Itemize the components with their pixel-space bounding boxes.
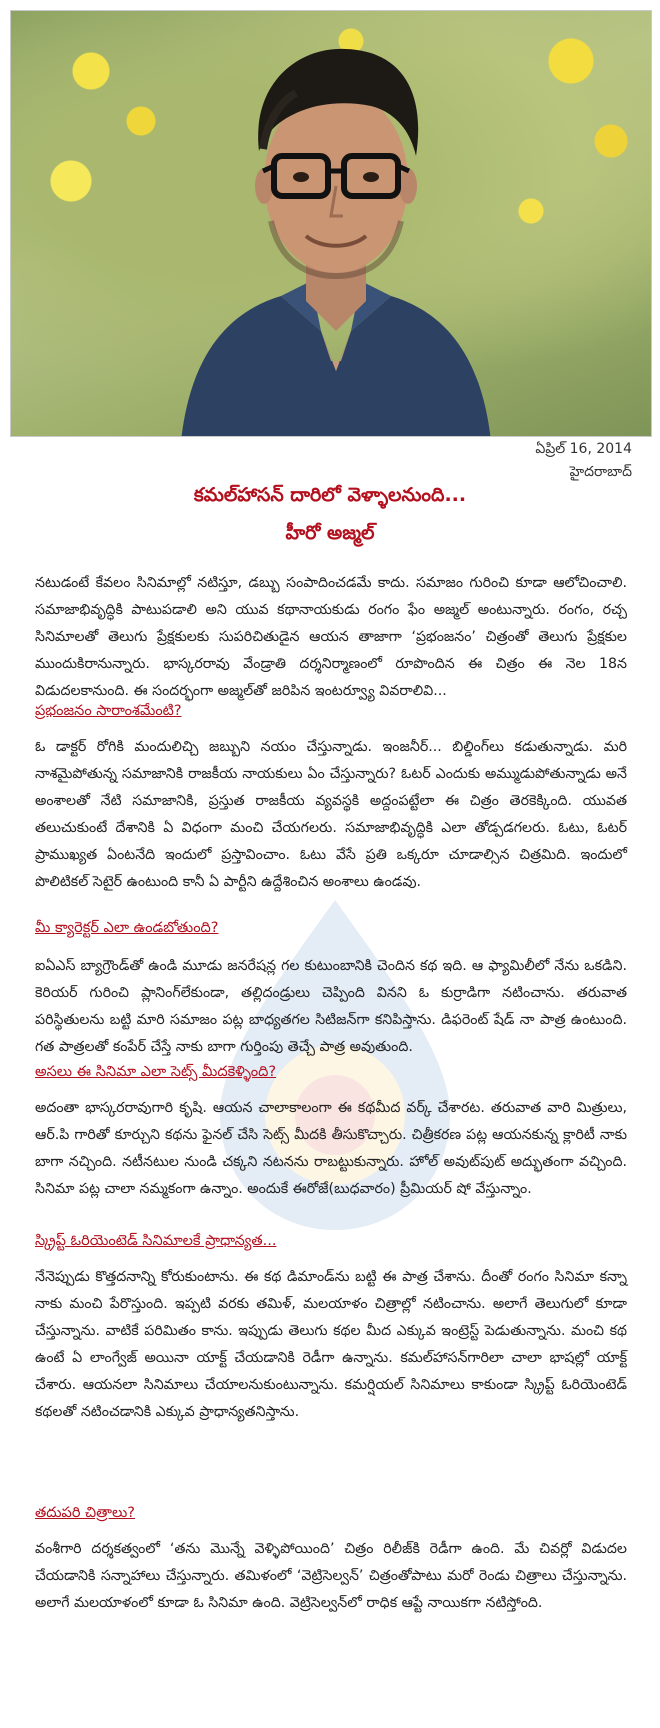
question-3: అసలు ఈ సినిమా ఎలా సెట్స్ మీదకెళ్ళింది? <box>35 1064 277 1080</box>
intro-paragraph: నటుడంటే కేవలం సినిమాల్లో నటిస్తూ, డబ్బు సంపాదించడమే కాదు. సమాజం గురించి కూడా ఆలోచించాలి. సమాజాభివృద్ధికి పాటుపడాలి అని యువ కథానాయకుడు రంగం ఫేం అజ్మల్ అంటున్నారు. రంగం, రచ్చ సినిమాలతో తెలుగు ప్రేక్షకులకు సుపరిచితుడైన ఆయన తాజాగా ‘ప్రభంజనం’ చిత్రంతో తెలుగు ప్రేక్షకుల ముందుకిరానున్నారు. భాస్కరరావు వేండ్రాతి దర్శనిర్మాణంలో రూపొందిన ఈ చిత్రం ఈ నెల 18న విడుదలకానుంది. ఈ సందర్భంగా అజ్మల్‌తో జరిపిన ఇంటర్వ్యూ వివరాలివి... <box>35 575 627 699</box>
answer-2: ఐఏఎస్ బ్యాగ్రౌండ్‌తో ఉండి మూడు జనరేషన్ల గల కుటుంబానికి చెందిన కథ ఇది. ఆ ఫ్యామిలీలో నేను ఒకడిని. కెరియర్ గురించి ప్లానింగ్‌లేకుండా, తల్లిదండ్రులు చెప్పింది వినని ఓ కుర్రాడిగా నటించాను. తరువాత పరిస్థితులను బట్టి మారి సమాజం పట్ల బాధ్యతగల సిటిజన్‌గా కనిపిస్తాను. డిఫరెంట్ షేడ్ నా పాత్ర ఉంటుంది. గత పాత్రలతో కంపేర్ చేస్తే నాకు బాగా గుర్తింపు తెచ్చే పాత్ర అవుతుంది. <box>35 958 627 1055</box>
question-4: స్క్రిప్ట్ ఓరియెంటెడ్ సినిమాలకే ప్రాధాన్యత... <box>35 1233 277 1249</box>
article-location: హైదరాబాద్ <box>569 464 632 480</box>
answer-3: అదంతా భాస్కరరావుగారి కృషి. ఆయన చాలాకాలంగా ఈ కథమీద వర్క్ చేశారట. తరువాత వారి మిత్రులు, ఆర్.పి గారితో కూర్చుని కథను ఫైనల్ చేసి సెట్స్ మీదకి తీసుకొచ్చారు. చిత్రీకరణ పట్ల ఆయనకున్న క్లారిటీ నాకు బాగా నచ్చింది. నటీనటుల నుండి చక్కని నటనను రాబట్టుకున్నారు. హోల్ అవుట్‌పుట్ అద్భుతంగా వచ్చింది. సినిమా పట్ల చాలా నమ్మకంగా ఉన్నాం. అందుకే ఈరోజే(బుధవారం) ప్రీమియర్ షో వేస్తున్నాం. <box>35 1100 627 1197</box>
article-date: ఏప్రిల్ 16, 2014 <box>535 441 632 457</box>
question-1: ప్రభంజనం సారాంశమేంటి? <box>35 703 182 719</box>
hero-photo <box>10 10 652 437</box>
actor-portrait-image <box>171 31 501 437</box>
article-headline: కమల్‌హాసన్ దారిలో వెళ్ళాలనుంది... <box>193 484 467 506</box>
article-subhead: హీరో అజ్మల్ <box>285 522 375 544</box>
answer-1: ఓ డాక్టర్ రోగికి మందులిచ్చి జబ్బుని నయం చేస్తున్నాడు. ఇంజనీర్... బిల్డింగ్‌లు కడుతున్నాడు. మరి నాశమైపోతున్న సమాజానికి రాజకీయ నాయకులు ఏం చేస్తున్నారు? ఓటర్ ఎందుకు అమ్ముడుపోతున్నాడు అనే అంశాలతో నేటి సమాజానికి, ప్రస్తుత రాజకీయ వ్యవస్థకి అద్దంపట్టేలా ఈ చిత్రం తెరకెక్కింది. యువత తలుచుకుంటే దేశానికి ఏ విధంగా మంచి చేయగలరు. సమాజాభివృద్ధికి ఎలా తోడ్పడగలరు. ఓటు, ఓటర్ ప్రాముఖ్యత ఏంటనేది ఇందులో ప్రస్తావించాం. ఓటు వేసే ప్రతి ఒక్కరూ చూడాల్సిన చిత్రమిది. ఇందులో పొలిటికల్ సెటైర్ ఉంటుంది కానీ ఏ పార్టీని ఉద్దేశించిన అంశాలు ఉండవు. <box>35 739 627 890</box>
answer-4: నేనెప్పుడు కొత్తదనాన్ని కోరుకుంటాను. ఈ కథ డిమాండ్‌ను బట్టి ఈ పాత్ర చేశాను. దీంతో రంగం సినిమా కన్నా నాకు మంచి పేరొస్తుంది. ఇప్పటి వరకు తమిళ్, మలయాళం చిత్రాల్లో నటించాను. అలాగే తెలుగులో కూడా చేస్తున్నాను. వాటికే పరిమితం కాను. ఇప్పుడు తెలుగు కథల మీద ఎక్కువ ఇంట్రెస్ట్ పెడుతున్నాను. మంచి కథ ఉంటే ఏ లాంగ్వేజ్ అయినా యాక్ట్ చేయడానికి రెడీగా ఉన్నాను. కమల్‌హాసన్‌గారిలా చాలా భాషల్లో యాక్ట్ చేశారు. ఆయనలా సినిమాలు చేయాలనుకుంటున్నాను. కమర్షియల్ సినిమాలు కాకుండా స్క్రిప్ట్ ఓరియెంటెడ్ కథలతో నటించడానికి ఎక్కువ ప్రాధాన్యతనిస్తాను. <box>35 1269 627 1420</box>
answer-5: వంశీగారి దర్శకత్వంలో ‘తను మొన్నే వెళ్ళిపోయింది’ చిత్రం రిలీజ్‌కి రెడీగా ఉంది. మే చివర్లో విడుదల చేయడానికి సన్నాహాలు చేస్తున్నారు. తమిళంలో ‘వెట్రిసెల్వన్’ చిత్రంతోపాటు మరో రెండు చిత్రాలు చేస్తున్నాను. అలాగే మలయాళంలో కూడా ఓ సినిమా ఉంది. వెట్రిసెల్వన్‌లో రాధిక ఆప్టే నాయికగా నటిస్తోంది. <box>35 1541 628 1611</box>
question-5: తదుపరి చిత్రాలు? <box>35 1505 136 1521</box>
question-2: మీ క్యారెక్టర్ ఎలా ఉండబోతుంది? <box>35 920 219 936</box>
